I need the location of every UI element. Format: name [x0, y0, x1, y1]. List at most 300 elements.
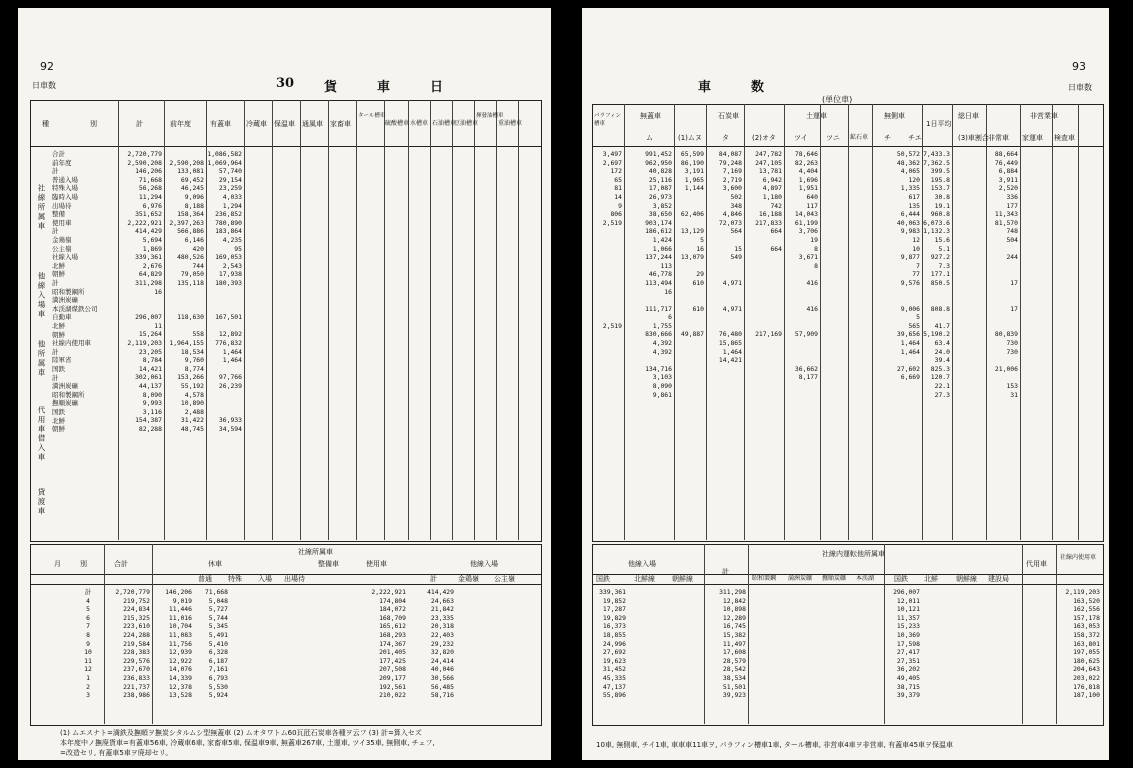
table-cell: 計: [84, 588, 92, 596]
table-cell: 63.4: [934, 339, 950, 348]
table-cell: [624, 296, 672, 305]
table-cell: 5,727: [208, 605, 228, 614]
table-cell: 4: [86, 596, 90, 605]
table-cell: 11,497: [722, 639, 746, 648]
table-cell: 18,534: [180, 347, 204, 356]
table-cell: 158,372: [1073, 630, 1100, 639]
left-title: 貨車日: [324, 80, 484, 95]
rhdr-daily-avg: 1日平均: [926, 120, 952, 128]
table-cell: 7,161: [208, 665, 228, 674]
table-cell: 210,022: [379, 691, 406, 700]
row-label: 朝鮮: [52, 270, 65, 279]
rbot-hdr-north2: 北鮮: [924, 575, 938, 583]
side-label-other-entry: 他線入場車: [37, 272, 46, 320]
table-cell: 302,061: [135, 373, 162, 382]
table-cell: [592, 227, 622, 236]
table-cell: 1,066: [652, 244, 672, 253]
table-cell: 640: [806, 192, 818, 201]
table-cell: 3: [86, 691, 90, 700]
table-cell: 962,950: [645, 158, 672, 167]
table-cell: 247,782: [755, 150, 782, 158]
row-label: 国鉄: [52, 408, 65, 416]
table-cell: 311,298: [135, 278, 162, 287]
rhdr-emergency: 非常車: [988, 134, 1009, 142]
table-cell: [744, 382, 782, 391]
table-cell: [674, 296, 704, 305]
right-subtitle: 日車数: [1068, 83, 1092, 92]
table-cell: [674, 262, 704, 271]
table-cell: [986, 322, 1018, 331]
table-cell: 172: [610, 167, 622, 176]
table-cell: 50,572: [896, 150, 920, 158]
col-covered: [206, 150, 242, 434]
table-cell: [986, 313, 1018, 322]
rbot-hdr-other-owned: 社線内運転他所属車: [822, 550, 885, 558]
rbot-hdr-construction: 建設局: [988, 575, 1009, 583]
table-cell: 10,369: [896, 630, 920, 639]
row-label: 北鮮: [52, 322, 65, 330]
table-cell: 2,222,921: [127, 218, 162, 227]
rbot-hdr-benxihu: 本渓湖: [856, 575, 875, 582]
rhdr-paraffin: パラフィン槽車: [594, 113, 622, 127]
table-cell: 186,612: [645, 227, 672, 236]
table-cell: 14,421: [138, 364, 162, 373]
table-cell: [706, 391, 742, 400]
table-cell: 28,542: [722, 665, 746, 674]
table-cell: 11,357: [896, 613, 920, 622]
table-cell: 1,951: [798, 184, 818, 193]
table-cell: 217,169: [755, 330, 782, 339]
table-cell: 13,079: [680, 253, 704, 262]
table-cell: [206, 399, 242, 408]
table-cell: 195.8: [930, 175, 950, 184]
table-cell: [206, 322, 242, 331]
table-cell: 5,491: [208, 630, 228, 639]
table-cell: 39,379: [896, 691, 920, 700]
table-cell: [706, 373, 742, 382]
table-cell: 830,666: [645, 330, 672, 339]
table-cell: 16,188: [758, 210, 782, 219]
table-cell: 7,362.5: [923, 158, 950, 167]
table-cell: 2,719: [722, 175, 742, 184]
table-cell: [706, 288, 742, 297]
table-cell: 23,259: [218, 184, 242, 193]
table-cell: 77: [912, 270, 920, 279]
table-cell: 15,382: [722, 630, 746, 639]
table-cell: 11,016: [168, 613, 192, 622]
table-cell: 21,842: [430, 605, 454, 614]
left-page: [18, 8, 551, 760]
table-cell: 48,745: [180, 425, 204, 433]
table-cell: 416: [806, 304, 818, 313]
table-cell: 113,494: [645, 278, 672, 287]
table-cell: [872, 356, 920, 365]
table-cell: [706, 262, 742, 271]
table-cell: 6,793: [208, 673, 228, 682]
table-cell: 3,497: [602, 150, 622, 158]
table-cell: [922, 288, 950, 297]
table-cell: 6,444: [900, 210, 920, 219]
table-cell: 664: [770, 244, 782, 253]
table-cell: 49,405: [896, 673, 920, 682]
rcol-open: [624, 150, 672, 399]
table-cell: [744, 236, 782, 245]
table-cell: 22,403: [430, 630, 454, 639]
row-label: 満洲炭礦: [52, 382, 78, 391]
rbot-hdr-national2: 国鉄: [894, 575, 908, 583]
table-cell: [674, 365, 704, 374]
table-cell: 4,033: [222, 192, 242, 201]
table-cell: [706, 296, 742, 305]
rcol-coal: [706, 150, 742, 399]
table-cell: 10,890: [180, 399, 204, 408]
table-cell: 1,335: [900, 184, 920, 193]
table-cell: 238,986: [123, 691, 150, 700]
table-cell: 1,086,582: [207, 150, 242, 158]
table-cell: 9: [618, 201, 622, 210]
row-label: 計: [52, 167, 59, 176]
table-cell: 45,335: [602, 673, 626, 682]
side-label-borrowed: 借入車: [37, 434, 46, 463]
table-cell: 6: [86, 613, 90, 622]
table-cell: 565: [908, 321, 920, 330]
table-cell: [592, 365, 622, 374]
table-cell: 57,740: [218, 167, 242, 176]
table-cell: 19,829: [602, 613, 626, 622]
table-cell: 806: [610, 210, 622, 219]
table-cell: 9,993: [142, 399, 162, 408]
month-hdr-entry: 入場: [258, 575, 272, 583]
table-cell: [784, 382, 818, 391]
table-cell: 10: [912, 244, 920, 253]
col-prev-year: [164, 150, 204, 434]
row-label: 整備: [52, 210, 65, 219]
row-label: 本渓湖煤鉄公司: [52, 304, 98, 313]
table-cell: 2: [86, 682, 90, 691]
table-cell: 5: [86, 605, 90, 614]
table-cell: 39.4: [934, 356, 950, 365]
table-cell: [592, 382, 622, 391]
month-other: [410, 588, 454, 700]
rhdr-munu: (1)ムヌ: [678, 134, 702, 142]
month-hdr-class: 別: [80, 560, 87, 568]
right-monthly-table: [592, 544, 1104, 726]
side-label-lent: 貸渡車: [37, 488, 46, 517]
table-cell: 62,406: [680, 210, 704, 219]
month-hdr-special: 特殊: [228, 575, 242, 583]
table-cell: [206, 288, 242, 297]
table-cell: 228,383: [123, 648, 150, 657]
table-cell: 49,887: [680, 330, 704, 339]
month-hdr-gongzhuling: 公主嶺: [494, 575, 515, 583]
table-cell: 4,392: [652, 339, 672, 348]
table-cell: [592, 288, 622, 297]
table-cell: [784, 339, 818, 348]
table-cell: 157,178: [1073, 613, 1100, 622]
table-cell: 79,248: [718, 158, 742, 167]
table-cell: [674, 202, 704, 211]
table-cell: 203,022: [1073, 673, 1100, 682]
table-cell: 38,534: [722, 673, 746, 682]
table-cell: [744, 339, 782, 348]
row-label: 朝鮮: [52, 425, 65, 434]
rhdr-house: 家運車: [1022, 134, 1043, 142]
table-cell: 223,610: [123, 622, 150, 631]
table-cell: 165,612: [379, 622, 406, 631]
table-cell: 36,662: [794, 364, 818, 373]
table-cell: 4,971: [722, 278, 742, 287]
table-cell: 3,116: [142, 407, 162, 416]
hdr-acid-tank: 硫酸槽車: [385, 120, 410, 127]
table-cell: [706, 313, 742, 322]
table-cell: 21,006: [994, 364, 1018, 373]
table-cell: 184,072: [379, 605, 406, 614]
row-label: 朝鮮: [52, 330, 65, 339]
table-cell: 12,892: [218, 330, 242, 339]
table-cell: 16: [664, 287, 672, 296]
table-cell: 41.7: [934, 321, 950, 330]
table-cell: [674, 313, 704, 322]
table-cell: 6,942: [762, 175, 782, 184]
table-cell: 17: [1010, 304, 1018, 313]
row-label: 社線内使用車: [52, 339, 91, 348]
table-cell: 44,137: [138, 382, 162, 391]
side-label-own-cars: 社線所属車: [37, 184, 46, 232]
table-cell: 12,922: [168, 656, 192, 665]
row-label: 北鮮: [52, 416, 65, 425]
table-cell: 9,861: [652, 390, 672, 399]
table-cell: [206, 391, 242, 400]
left-title-number: 30: [276, 76, 295, 91]
table-cell: 38,650: [648, 210, 672, 219]
table-cell: 4,971: [722, 304, 742, 313]
table-cell: 29,154: [218, 175, 242, 184]
table-cell: 1,180: [762, 192, 782, 201]
table-cell: [164, 288, 204, 297]
table-cell: 4,897: [762, 184, 782, 193]
table-cell: 8,188: [184, 201, 204, 210]
table-cell: 24,414: [430, 656, 454, 665]
table-cell: 78,646: [794, 150, 818, 158]
table-cell: 1,294: [222, 201, 242, 210]
table-cell: 7.3: [938, 261, 950, 270]
table-cell: [744, 296, 782, 305]
table-cell: 564: [730, 227, 742, 236]
table-cell: 135: [908, 201, 920, 210]
table-cell: 2,590,208: [169, 158, 204, 167]
table-cell: 10,121: [896, 605, 920, 614]
table-cell: 177,425: [379, 656, 406, 665]
table-cell: 34,594: [218, 425, 242, 433]
table-cell: 113: [660, 261, 672, 270]
table-cell: 8,090: [652, 382, 672, 391]
table-cell: [206, 408, 242, 417]
table-cell: 8: [86, 630, 90, 639]
table-cell: 9,983: [900, 227, 920, 236]
table-cell: 566,886: [177, 227, 204, 236]
table-cell: 19,623: [602, 656, 626, 665]
month-hdr-sub-total: 計: [430, 575, 437, 583]
table-cell: [744, 262, 782, 271]
table-cell: [922, 296, 950, 305]
table-cell: 55,192: [180, 382, 204, 391]
table-cell: [872, 382, 920, 391]
table-cell: 6,073.6: [923, 218, 950, 227]
row-label: 計: [52, 227, 59, 236]
rbot-hdr-korea2: 朝鮮線: [956, 575, 977, 583]
table-cell: 11,756: [168, 639, 192, 648]
table-cell: 1,464: [722, 347, 742, 356]
table-cell: [744, 356, 782, 365]
table-cell: [986, 373, 1018, 382]
table-cell: [744, 253, 782, 262]
rcol-earth: [784, 150, 818, 399]
table-cell: 2,590,208: [127, 158, 162, 167]
month-hdr: 月: [54, 560, 61, 568]
table-cell: [592, 305, 622, 314]
table-cell: 1,464: [222, 356, 242, 365]
table-cell: [784, 270, 818, 279]
table-cell: 17,938: [218, 270, 242, 279]
table-cell: [674, 339, 704, 348]
rhdr-earth: 土運車: [806, 112, 827, 120]
table-cell: [118, 296, 162, 305]
table-cell: 26,973: [648, 192, 672, 201]
table-cell: [872, 288, 920, 297]
table-cell: 780,890: [215, 218, 242, 227]
row-label: 国鉄: [52, 365, 65, 373]
table-cell: [592, 339, 622, 348]
month-hdr-total: 合計: [114, 560, 128, 568]
table-cell: 502: [730, 192, 742, 201]
table-cell: 4,065: [900, 167, 920, 176]
table-cell: [674, 193, 704, 202]
table-cell: [674, 348, 704, 357]
rbot-hdr-substitute: 代用車: [1026, 560, 1047, 568]
table-cell: [674, 391, 704, 400]
table-cell: [784, 356, 818, 365]
table-cell: 111,717: [645, 304, 672, 313]
table-cell: 72,073: [718, 218, 742, 227]
table-cell: [592, 253, 622, 262]
row-label: 普通入場: [52, 175, 78, 184]
table-cell: 2,519: [602, 218, 622, 227]
table-cell: 1: [86, 673, 90, 682]
rcol-paraffin: [592, 150, 622, 391]
table-cell: 8,090: [142, 390, 162, 399]
table-cell: 351,652: [135, 210, 162, 219]
table-cell: 5: [700, 235, 704, 244]
table-cell: 6,669: [900, 373, 920, 382]
table-cell: 3,706: [798, 227, 818, 236]
table-cell: 12: [84, 665, 92, 674]
table-cell: 17,287: [602, 605, 626, 614]
hdr-heavy-oil-tank: 重油槽車: [498, 120, 523, 127]
table-cell: 192,561: [379, 682, 406, 691]
unit-label: (単位車): [822, 95, 853, 104]
table-cell: [986, 270, 1018, 279]
table-cell: 6,187: [208, 656, 228, 665]
table-cell: 38,715: [896, 682, 920, 691]
rhdr-total-days: 総日車: [958, 112, 979, 120]
table-cell: 174,367: [379, 639, 406, 648]
table-cell: 27,417: [896, 648, 920, 657]
table-cell: [706, 365, 742, 374]
rbot-hdr-korea: 朝鮮線: [672, 575, 693, 583]
table-cell: 348: [730, 201, 742, 210]
right-page: [582, 8, 1109, 760]
table-cell: 30.8: [934, 192, 950, 201]
hdr-total: 計: [136, 120, 143, 128]
month-use: [358, 588, 406, 700]
table-cell: 1,144: [684, 184, 704, 193]
rbot-hdr-entry: 他線入場: [628, 560, 656, 568]
row-label: 社線入場: [52, 253, 78, 262]
table-cell: 51,501: [722, 682, 746, 691]
table-cell: [592, 262, 622, 271]
table-cell: 416: [806, 278, 818, 287]
table-cell: 339,361: [599, 588, 626, 596]
table-cell: 97,766: [218, 373, 242, 382]
row-label: 計: [52, 347, 59, 356]
table-cell: 117: [806, 201, 818, 210]
table-cell: 4,404: [798, 167, 818, 176]
table-cell: 163,053: [1073, 622, 1100, 631]
table-cell: 11: [84, 656, 92, 665]
table-cell: 10,898: [722, 605, 746, 614]
table-cell: 64,829: [138, 270, 162, 279]
table-cell: 120: [908, 175, 920, 184]
table-cell: [706, 270, 742, 279]
table-cell: 504: [1006, 235, 1018, 244]
rcol-ota: [744, 150, 782, 399]
table-cell: [986, 245, 1018, 254]
table-cell: 65,599: [680, 150, 704, 158]
table-cell: 8,784: [142, 356, 162, 365]
row-label: 特殊入場: [52, 184, 78, 193]
col-total: [118, 150, 162, 434]
table-cell: 22.1: [934, 382, 950, 391]
table-cell: 7,433.3: [923, 150, 950, 158]
table-cell: 137,244: [645, 253, 672, 262]
row-label: 出場待: [52, 201, 72, 210]
table-cell: 1,464: [900, 339, 920, 348]
table-cell: 224,834: [123, 605, 150, 614]
table-cell: 2,520: [998, 184, 1018, 193]
table-cell: 39,923: [722, 691, 746, 700]
table-cell: [744, 305, 782, 314]
table-cell: 2,720,779: [115, 588, 150, 596]
table-cell: 903,174: [645, 218, 672, 227]
table-cell: 86,190: [680, 158, 704, 167]
table-cell: 219,752: [123, 596, 150, 605]
left-main-table: [30, 100, 542, 542]
rbot-col-use: [1056, 588, 1100, 700]
table-cell: [706, 322, 742, 331]
table-cell: 153.7: [930, 184, 950, 193]
table-cell: 57,909: [794, 330, 818, 339]
table-cell: 8,774: [184, 364, 204, 373]
table-cell: 5,744: [208, 613, 228, 622]
table-cell: 168,709: [379, 613, 406, 622]
table-cell: 79,050: [180, 270, 204, 279]
table-cell: 9,877: [900, 253, 920, 262]
table-cell: [986, 288, 1018, 297]
table-cell: 6,328: [208, 648, 228, 657]
row-label: 自動車: [52, 313, 72, 322]
table-cell: 40,828: [648, 167, 672, 176]
table-cell: [744, 270, 782, 279]
